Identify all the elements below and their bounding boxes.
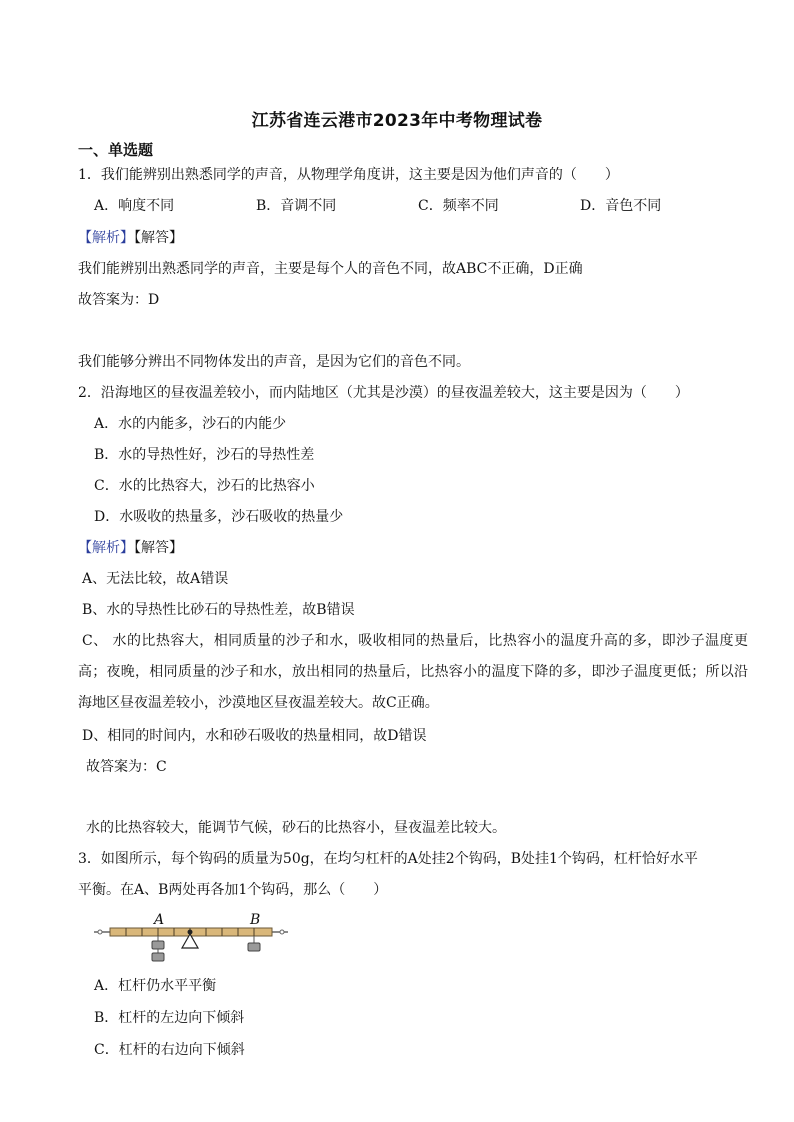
weight-b-1 xyxy=(248,943,260,951)
weight-a-1 xyxy=(152,941,164,949)
q3-choice-a: A．杠杆仍水平平衡 xyxy=(94,978,217,994)
q1-tag-jiexi: 【解析】 xyxy=(78,230,134,246)
q2-tag-jiexi: 【解析】 xyxy=(78,540,134,556)
q2-choice-c: C．水的比热容大，沙石的比热容小 xyxy=(94,478,315,494)
section-heading: 一、单选题 xyxy=(78,141,154,159)
q1-choice-b: B．音调不同 xyxy=(256,198,337,214)
question-2-stem: 2．沿海地区的昼夜温差较小，而内陆地区（尤其是沙漠）的昼夜温差较大，这主要是因为（ ） xyxy=(78,385,689,401)
question-3-stem-line2: 平衡。在A、B两处再各加1个钩码，那么（ ） xyxy=(78,882,388,898)
q2-summary: 水的比热容较大，能调节气候，砂石的比热容小，昼夜温差比较大。 xyxy=(86,820,506,836)
lever-diagram xyxy=(92,908,292,968)
q2-analysis-tag xyxy=(78,538,183,558)
q2-choice-a: A．水的内能多，沙石的内能少 xyxy=(94,416,287,432)
lever-pin-right xyxy=(280,930,284,934)
q1-tag-jieda: 【解答】 xyxy=(134,230,183,246)
label-a: A xyxy=(154,912,165,928)
q1-answer: 故答案为：D xyxy=(78,292,160,308)
q2-analysis-d: D、相同的时间内，水和砂石吸收的热量相同，故D错误 xyxy=(82,728,427,744)
q2-analysis-a: A、无法比较，故A错误 xyxy=(82,571,229,587)
question-1-stem: 1．我们能辨别出熟悉同学的声音，从物理学角度讲，这主要是因为他们声音的（ ） xyxy=(78,167,619,183)
weight-a-2 xyxy=(152,953,164,961)
label-b: B xyxy=(250,912,261,928)
q1-choice-c: C．频率不同 xyxy=(418,198,499,214)
q3-choice-b: B．杠杆的左边向下倾斜 xyxy=(94,1010,245,1026)
q2-tag-jieda: 【解答】 xyxy=(134,540,183,556)
q1-summary: 我们能够分辨出不同物体发出的声音，是因为它们的音色不同。 xyxy=(78,354,470,370)
q3-choice-c: C．杠杆的右边向下倾斜 xyxy=(94,1042,245,1058)
q2-choice-d: D．水吸收的热量多，沙石吸收的热量少 xyxy=(94,509,344,525)
q1-choice-a: A．响度不同 xyxy=(94,198,175,214)
q1-analysis-tag xyxy=(78,228,183,248)
question-3-stem-line1: 3．如图所示，每个钩码的质量为50g，在均匀杠杆的A处挂2个钩码，B处挂1个钩码，杠杆恰好水平 xyxy=(78,851,698,867)
q2-answer: 故答案为：C xyxy=(86,759,167,775)
q2-analysis-c: C、 水的比热容大，相同质量的沙子和水，吸收相同的热量后，比热容小的温度升高的多，即沙子温度更高；夜晚，相同质量的沙子和水，放出相同的热量后，比热容小的温度下降的多，即沙子温度更低；所以沿海地区昼夜温差较小，沙漠地区昼夜温差较大。故C正确。 xyxy=(78,633,748,711)
document-title: 江苏省连云港市2023年中考物理试卷 xyxy=(251,111,543,131)
q1-explanation: 我们能辨别出熟悉同学的声音，主要是每个人的音色不同，故ABC不正确，D正确 xyxy=(78,261,583,277)
q1-choice-d: D．音色不同 xyxy=(580,198,662,214)
q2-choice-b: B．水的导热性好，沙石的导热性差 xyxy=(94,447,315,463)
lever-pin-left xyxy=(98,930,102,934)
q2-analysis-b: B、水的导热性比砂石的导热性差，故B错误 xyxy=(82,602,355,618)
